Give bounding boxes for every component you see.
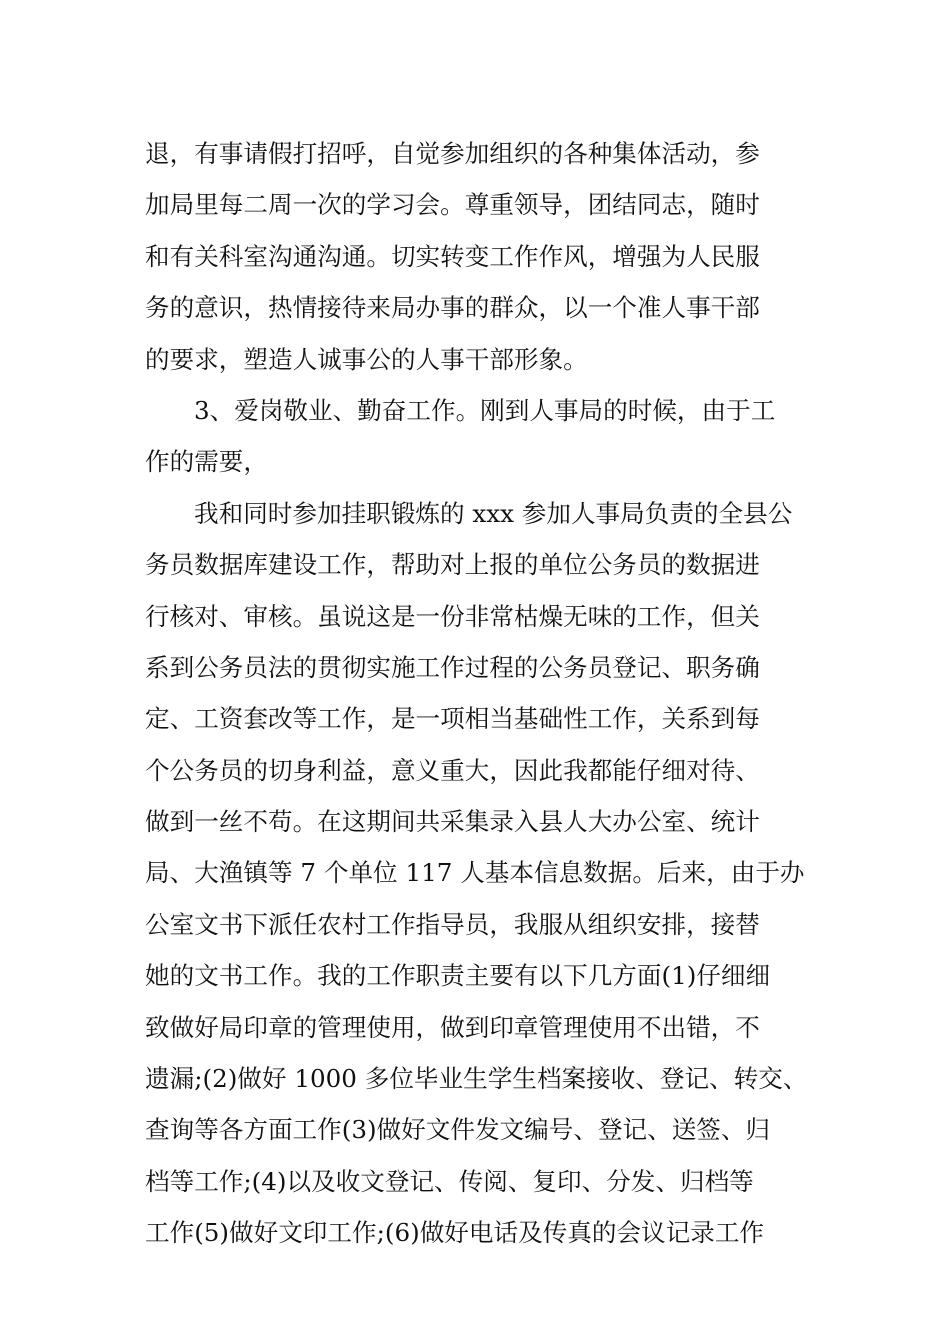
text-line: 定、工资套改等工作，是一项相当基础性工作，关系到每 [145, 704, 760, 734]
document-body [145, 128, 825, 1259]
text-line: 档等工作;(4)以及收文登记、传阅、复印、分发、归档等 [145, 1166, 754, 1196]
text-line: 局、大渔镇等 7 个单位 117 人基本信息数据。后来，由于办 [145, 858, 805, 888]
text-line: 退，有事请假打招呼，自觉参加组织的各种集体活动，参 [145, 139, 760, 168]
text-line: 的要求，塑造人诚事公的人事干部形象。 [145, 344, 588, 374]
text-line: 致做好局印章的管理使用，做到印章管理使用不出错，不 [145, 1012, 760, 1042]
text-line: 个公务员的切身利益，意义重大，因此我都能仔细对待、 [145, 755, 760, 785]
text-line: 遗漏;(2)做好 1000 多位毕业生学生档案接收、登记、转交、 [145, 1064, 808, 1094]
text-line: 务员数据库建设工作，帮助对上报的单位公务员的数据进 [145, 550, 760, 580]
paragraph-first-line: 3、爱岗敬业、勤奋工作。刚到人事局的时候，由于工 [194, 395, 776, 425]
text-line: 做到一丝不苟。在这期间共采集录入县人大办公室、统计 [145, 807, 760, 837]
text-line: 务的意识，热情接待来局办事的群众，以一个准人事干部 [145, 293, 760, 323]
paragraph-first-line: 我和同时参加挂职锻炼的 xxx 参加人事局负责的全县公 [194, 498, 793, 528]
text-line: 公室文书下派任农村工作指导员，我服从组织安排，接替 [145, 909, 760, 939]
text-line: 作的需要， [145, 447, 268, 477]
text-line: 她的文书工作。我的工作职责主要有以下几方面(1)仔细细 [145, 961, 771, 991]
text-line: 加局里每二周一次的学习会。尊重领导，团结同志，随时 [145, 190, 760, 220]
text-line: 工作(5)做好文印工作;(6)做好电话及传真的会议记录工作 [145, 1218, 765, 1248]
text-line: 行核对、审核。虽说这是一份非常枯燥无味的工作，但关 [145, 601, 760, 631]
text-line: 查询等各方面工作(3)做好文件发文编号、登记、送签、归 [145, 1115, 771, 1145]
text-line: 和有关科室沟通沟通。切实转变工作作风，增强为人民服 [145, 241, 760, 271]
text-line: 系到公务员法的贯彻实施工作过程的公务员登记、职务确 [145, 652, 760, 682]
